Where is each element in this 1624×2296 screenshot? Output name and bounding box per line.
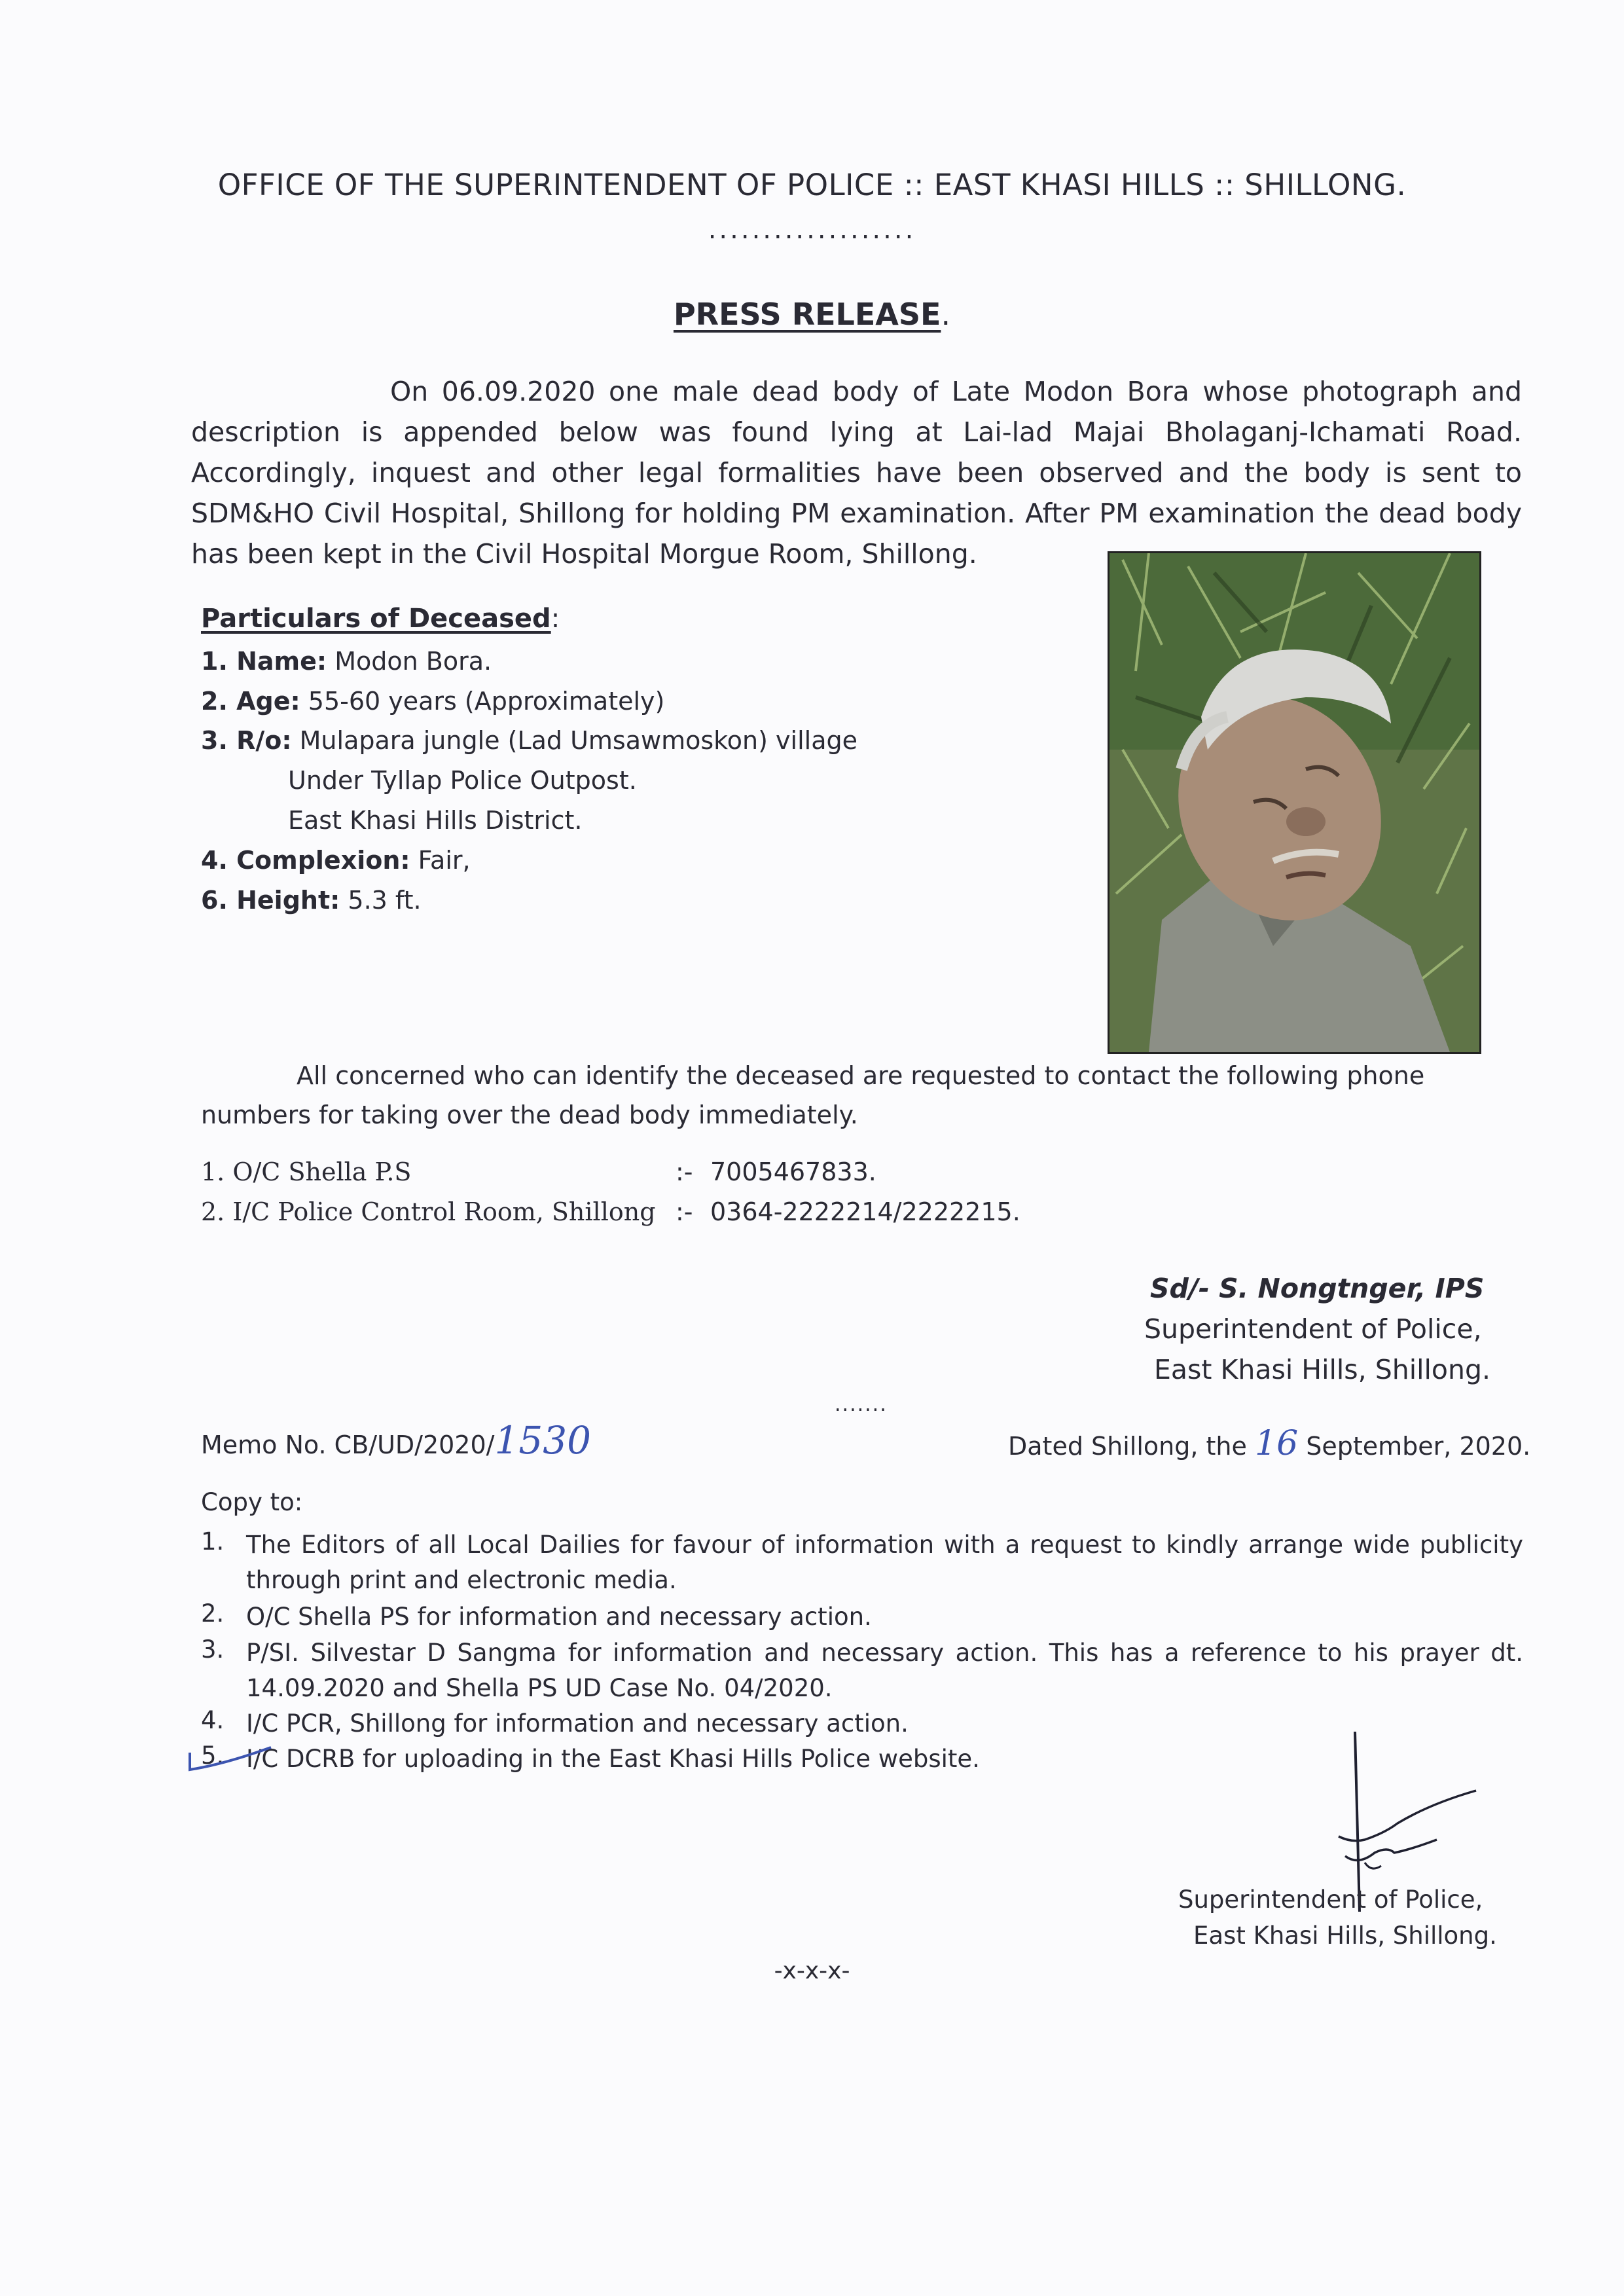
- particular-label: 6. Height:: [201, 886, 340, 915]
- particular-residence-line3: East Khasi Hills District.: [288, 806, 583, 835]
- press-release-title-suffix: .: [941, 297, 951, 332]
- contact-phone: 0364-2222214/2222215.: [710, 1197, 1020, 1226]
- closing-designation: Superintendent of Police,: [1178, 1886, 1483, 1914]
- particular-value: 55-60 years (Approximately): [300, 687, 665, 716]
- copy-item-text: I/C PCR, Shillong for information and necessary action.: [246, 1709, 909, 1738]
- particular-name: [201, 647, 492, 676]
- copy-item-number: 4.: [201, 1706, 225, 1734]
- particular-label: 3. R/o:: [201, 726, 292, 755]
- identification-request: All concerned who can identify the deceased are requested to contact the following phone numbers for taking over the dead body immediately.: [201, 1061, 1425, 1129]
- memo-prefix: Memo No. CB/UD/2020/: [201, 1430, 495, 1459]
- particular-label: 2. Age:: [201, 687, 300, 716]
- particular-residence: [201, 726, 857, 755]
- contact-name: 2. I/C Police Control Room, Shillong: [201, 1197, 656, 1226]
- contact-name: 1. O/C Shella P.S: [201, 1157, 412, 1186]
- particular-value: Modon Bora.: [327, 647, 492, 676]
- copy-item-number: 2.: [201, 1599, 225, 1628]
- dated-prefix: Dated Shillong, the: [1008, 1432, 1247, 1461]
- particular-value: Mulapara jungle (Lad Umsawmoskon) village: [291, 726, 857, 755]
- dated-line: [1008, 1424, 1530, 1463]
- particulars-heading-suffix: :: [550, 604, 560, 634]
- memo-divider: .......: [835, 1393, 888, 1416]
- signatory-place: East Khasi Hills, Shillong.: [1154, 1354, 1491, 1385]
- office-heading: OFFICE OF THE SUPERINTENDENT OF POLICE :: EAST KHASI HILLS :: SHILLONG.: [217, 168, 1407, 202]
- memo-number: [201, 1418, 591, 1463]
- particulars-heading-text: Particulars of Deceased: [201, 604, 551, 634]
- copy-item-number: 5.: [201, 1741, 225, 1770]
- contact-phone: 7005467833.: [710, 1157, 876, 1186]
- particular-label: 1. Name:: [201, 647, 327, 676]
- particular-residence-line2: Under Tyllap Police Outpost.: [288, 766, 637, 795]
- copy-item-text: The Editors of all Local Dailies for favour of information with a request to kindly arrange wide publicity through print and electronic media.: [246, 1531, 1523, 1594]
- end-mark: -x-x-x-: [774, 1958, 850, 1984]
- contact-separator: :-: [676, 1197, 693, 1226]
- heading-divider: ...................: [708, 215, 916, 245]
- pen-tick-mark: [185, 1738, 276, 1777]
- particular-complexion: [201, 846, 471, 875]
- press-release-title: [0, 297, 1624, 332]
- signatory-designation: Superintendent of Police,: [1144, 1313, 1482, 1345]
- closing-place: East Khasi Hills, Shillong.: [1193, 1922, 1497, 1950]
- particular-value: 5.3 ft.: [340, 886, 422, 915]
- particular-label: 4. Complexion:: [201, 846, 410, 875]
- contact-separator: :-: [676, 1157, 693, 1186]
- dated-handwritten-day: 16: [1254, 1424, 1299, 1463]
- copy-item-text: I/C DCRB for uploading in the East Khasi Hills Police website.: [246, 1745, 980, 1773]
- particulars-heading: [201, 604, 560, 634]
- copy-to-label: Copy to:: [201, 1488, 303, 1516]
- press-release-title-text: PRESS RELEASE: [673, 297, 941, 332]
- dated-suffix: September, 2020.: [1306, 1432, 1531, 1461]
- intro-paragraph: On 06.09.2020 one male dead body of Late Modon Bora whose photograph and description is appended below was found lying at Lai-lad Majai Bholaganj-Ichamati Road. Accordingly, inquest and other legal formalities have been observed and the body is sent to SDM&HO Civil Hospital, Shillong for holding PM examination. After PM examination the dead body has been kept in the Civil Hospital Morgue Room, Shillong.: [191, 376, 1522, 570]
- copy-item-text: O/C Shella PS for information and necessary action.: [246, 1603, 872, 1631]
- signatory-name: Sd/- S. Nongtnger, IPS: [1150, 1273, 1485, 1304]
- copy-item-number: 3.: [201, 1635, 225, 1664]
- particular-value: Fair,: [410, 846, 471, 875]
- particular-height: [201, 886, 422, 915]
- copy-item-number: 1.: [201, 1527, 225, 1556]
- deceased-photograph: [1108, 551, 1481, 1054]
- particular-age: [201, 687, 664, 716]
- memo-handwritten-number: 1530: [494, 1418, 592, 1463]
- copy-item-text: P/SI. Silvestar D Sangma for information and necessary action. This has a reference to his prayer dt. 14.09.2020 and Shella PS UD Case No. 04/2020.: [246, 1639, 1523, 1702]
